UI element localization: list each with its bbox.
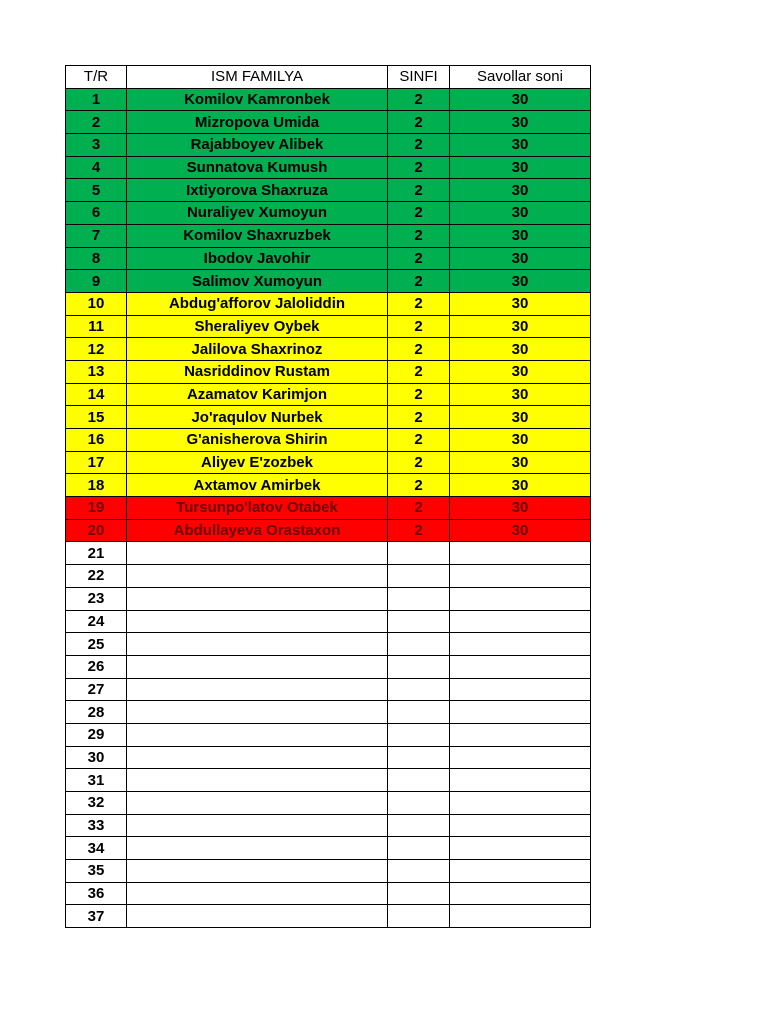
student-name-cell: Jalilova Shaxrinoz: [127, 338, 388, 361]
question-count-cell: [450, 746, 591, 769]
question-count-cell: 30: [450, 474, 591, 497]
row-number-cell: 16: [66, 429, 127, 452]
question-count-cell: 30: [450, 497, 591, 520]
class-cell: 2: [388, 315, 450, 338]
row-number-cell: 17: [66, 451, 127, 474]
question-count-cell: [450, 723, 591, 746]
header-name: ISM FAMILYA: [127, 66, 388, 89]
question-count-cell: 30: [450, 383, 591, 406]
student-name-cell: [127, 837, 388, 860]
row-number-cell: 10: [66, 292, 127, 315]
student-name-cell: Ibodov Javohir: [127, 247, 388, 270]
question-count-cell: 30: [450, 451, 591, 474]
row-number-cell: 11: [66, 315, 127, 338]
row-number-cell: 29: [66, 723, 127, 746]
row-number-cell: 25: [66, 633, 127, 656]
row-number-cell: 6: [66, 202, 127, 225]
question-count-cell: [450, 701, 591, 724]
table-header: [66, 66, 591, 89]
table-row: [66, 88, 591, 111]
question-count-cell: 30: [450, 338, 591, 361]
question-count-cell: 30: [450, 202, 591, 225]
header-tr: T/R: [66, 66, 127, 89]
row-number-cell: 1: [66, 88, 127, 111]
student-name-cell: Sunnatova Kumush: [127, 156, 388, 179]
row-number-cell: 27: [66, 678, 127, 701]
class-cell: [388, 701, 450, 724]
table-row: [66, 497, 591, 520]
student-name-cell: [127, 814, 388, 837]
table-body: [66, 88, 591, 927]
row-number-cell: 24: [66, 610, 127, 633]
student-name-cell: Ixtiyorova Shaxruza: [127, 179, 388, 202]
row-number-cell: 7: [66, 224, 127, 247]
header-class: SINFI: [388, 66, 450, 89]
question-count-cell: 30: [450, 179, 591, 202]
question-count-cell: 30: [450, 88, 591, 111]
class-cell: 2: [388, 179, 450, 202]
table-row: [66, 792, 591, 815]
table-row: [66, 746, 591, 769]
question-count-cell: 30: [450, 519, 591, 542]
class-cell: 2: [388, 406, 450, 429]
student-name-cell: Komilov Shaxruzbek: [127, 224, 388, 247]
table-row: [66, 406, 591, 429]
table-row: [66, 633, 591, 656]
student-name-cell: Salimov Xumoyun: [127, 270, 388, 293]
class-cell: 2: [388, 292, 450, 315]
student-name-cell: [127, 860, 388, 883]
row-number-cell: 9: [66, 270, 127, 293]
question-count-cell: [450, 769, 591, 792]
class-cell: 2: [388, 338, 450, 361]
table-row: [66, 905, 591, 928]
row-number-cell: 19: [66, 497, 127, 520]
class-cell: [388, 678, 450, 701]
row-number-cell: 33: [66, 814, 127, 837]
row-number-cell: 31: [66, 769, 127, 792]
class-cell: [388, 882, 450, 905]
class-cell: 2: [388, 247, 450, 270]
question-count-cell: [450, 882, 591, 905]
table-row: [66, 270, 591, 293]
student-name-cell: [127, 882, 388, 905]
student-name-cell: [127, 723, 388, 746]
student-name-cell: [127, 701, 388, 724]
table-row: [66, 451, 591, 474]
table-row: [66, 814, 591, 837]
question-count-cell: [450, 655, 591, 678]
class-cell: 2: [388, 111, 450, 134]
question-count-cell: 30: [450, 429, 591, 452]
class-cell: [388, 769, 450, 792]
class-cell: [388, 905, 450, 928]
question-count-cell: [450, 633, 591, 656]
table-row: [66, 338, 591, 361]
header-questions: Savollar soni: [450, 66, 591, 89]
question-count-cell: 30: [450, 360, 591, 383]
question-count-cell: 30: [450, 292, 591, 315]
question-count-cell: [450, 587, 591, 610]
table-row: [66, 383, 591, 406]
table-row: [66, 587, 591, 610]
question-count-cell: 30: [450, 156, 591, 179]
question-count-cell: [450, 678, 591, 701]
class-cell: [388, 565, 450, 588]
class-cell: [388, 542, 450, 565]
table-row: [66, 474, 591, 497]
table-row: [66, 610, 591, 633]
row-number-cell: 4: [66, 156, 127, 179]
row-number-cell: 22: [66, 565, 127, 588]
row-number-cell: 15: [66, 406, 127, 429]
question-count-cell: [450, 610, 591, 633]
student-name-cell: [127, 905, 388, 928]
student-name-cell: G'anisherova Shirin: [127, 429, 388, 452]
class-cell: 2: [388, 519, 450, 542]
class-cell: 2: [388, 383, 450, 406]
table-row: [66, 292, 591, 315]
student-name-cell: Komilov Kamronbek: [127, 88, 388, 111]
row-number-cell: 13: [66, 360, 127, 383]
question-count-cell: [450, 814, 591, 837]
question-count-cell: [450, 837, 591, 860]
class-cell: 2: [388, 474, 450, 497]
table-row: [66, 111, 591, 134]
row-number-cell: 18: [66, 474, 127, 497]
student-name-cell: Nuraliyev Xumoyun: [127, 202, 388, 225]
table-row: [66, 360, 591, 383]
class-cell: [388, 837, 450, 860]
class-cell: 2: [388, 451, 450, 474]
student-name-cell: Azamatov Karimjon: [127, 383, 388, 406]
question-count-cell: 30: [450, 247, 591, 270]
student-name-cell: [127, 769, 388, 792]
student-name-cell: [127, 565, 388, 588]
table-row: [66, 860, 591, 883]
row-number-cell: 14: [66, 383, 127, 406]
table-row: [66, 179, 591, 202]
row-number-cell: 12: [66, 338, 127, 361]
class-cell: 2: [388, 88, 450, 111]
row-number-cell: 2: [66, 111, 127, 134]
student-name-cell: [127, 610, 388, 633]
class-cell: [388, 792, 450, 815]
class-cell: [388, 655, 450, 678]
question-count-cell: [450, 860, 591, 883]
class-cell: 2: [388, 156, 450, 179]
table-row: [66, 769, 591, 792]
table-row: [66, 723, 591, 746]
table-row: [66, 655, 591, 678]
class-cell: [388, 610, 450, 633]
table-row: [66, 837, 591, 860]
question-count-cell: [450, 565, 591, 588]
student-roster-table: [65, 65, 591, 928]
table-row: [66, 315, 591, 338]
row-number-cell: 20: [66, 519, 127, 542]
row-number-cell: 8: [66, 247, 127, 270]
row-number-cell: 30: [66, 746, 127, 769]
row-number-cell: 34: [66, 837, 127, 860]
row-number-cell: 26: [66, 655, 127, 678]
question-count-cell: 30: [450, 406, 591, 429]
class-cell: [388, 746, 450, 769]
row-number-cell: 35: [66, 860, 127, 883]
student-name-cell: [127, 655, 388, 678]
table-row: [66, 247, 591, 270]
header-row: [66, 66, 591, 89]
row-number-cell: 21: [66, 542, 127, 565]
row-number-cell: 37: [66, 905, 127, 928]
table-row: [66, 701, 591, 724]
row-number-cell: 5: [66, 179, 127, 202]
table-row: [66, 202, 591, 225]
student-name-cell: Axtamov Amirbek: [127, 474, 388, 497]
student-name-cell: [127, 678, 388, 701]
row-number-cell: 32: [66, 792, 127, 815]
row-number-cell: 23: [66, 587, 127, 610]
row-number-cell: 36: [66, 882, 127, 905]
student-name-cell: Tursunpo'latov Otabek: [127, 497, 388, 520]
class-cell: 2: [388, 224, 450, 247]
class-cell: 2: [388, 360, 450, 383]
student-name-cell: Aliyev E'zozbek: [127, 451, 388, 474]
class-cell: [388, 633, 450, 656]
table-row: [66, 429, 591, 452]
class-cell: 2: [388, 134, 450, 157]
student-name-cell: [127, 633, 388, 656]
student-name-cell: [127, 746, 388, 769]
question-count-cell: 30: [450, 111, 591, 134]
class-cell: 2: [388, 429, 450, 452]
student-name-cell: Sheraliyev Oybek: [127, 315, 388, 338]
student-name-cell: [127, 792, 388, 815]
question-count-cell: 30: [450, 270, 591, 293]
class-cell: 2: [388, 497, 450, 520]
question-count-cell: 30: [450, 134, 591, 157]
student-name-cell: Rajabboyev Alibek: [127, 134, 388, 157]
class-cell: [388, 723, 450, 746]
class-cell: [388, 814, 450, 837]
question-count-cell: [450, 792, 591, 815]
table-row: [66, 224, 591, 247]
table-row: [66, 678, 591, 701]
table-row: [66, 882, 591, 905]
student-name-cell: [127, 542, 388, 565]
table-row: [66, 134, 591, 157]
table-row: [66, 519, 591, 542]
student-name-cell: Abdullayeva Orastaxon: [127, 519, 388, 542]
question-count-cell: [450, 542, 591, 565]
student-name-cell: Abdug'afforov Jaloliddin: [127, 292, 388, 315]
student-name-cell: Mizropova Umida: [127, 111, 388, 134]
table-row: [66, 565, 591, 588]
table-row: [66, 542, 591, 565]
row-number-cell: 3: [66, 134, 127, 157]
question-count-cell: [450, 905, 591, 928]
class-cell: [388, 587, 450, 610]
table-row: [66, 156, 591, 179]
class-cell: [388, 860, 450, 883]
class-cell: 2: [388, 270, 450, 293]
row-number-cell: 28: [66, 701, 127, 724]
question-count-cell: 30: [450, 224, 591, 247]
student-name-cell: Nasriddinov Rustam: [127, 360, 388, 383]
student-name-cell: Jo'raqulov Nurbek: [127, 406, 388, 429]
student-name-cell: [127, 587, 388, 610]
question-count-cell: 30: [450, 315, 591, 338]
class-cell: 2: [388, 202, 450, 225]
